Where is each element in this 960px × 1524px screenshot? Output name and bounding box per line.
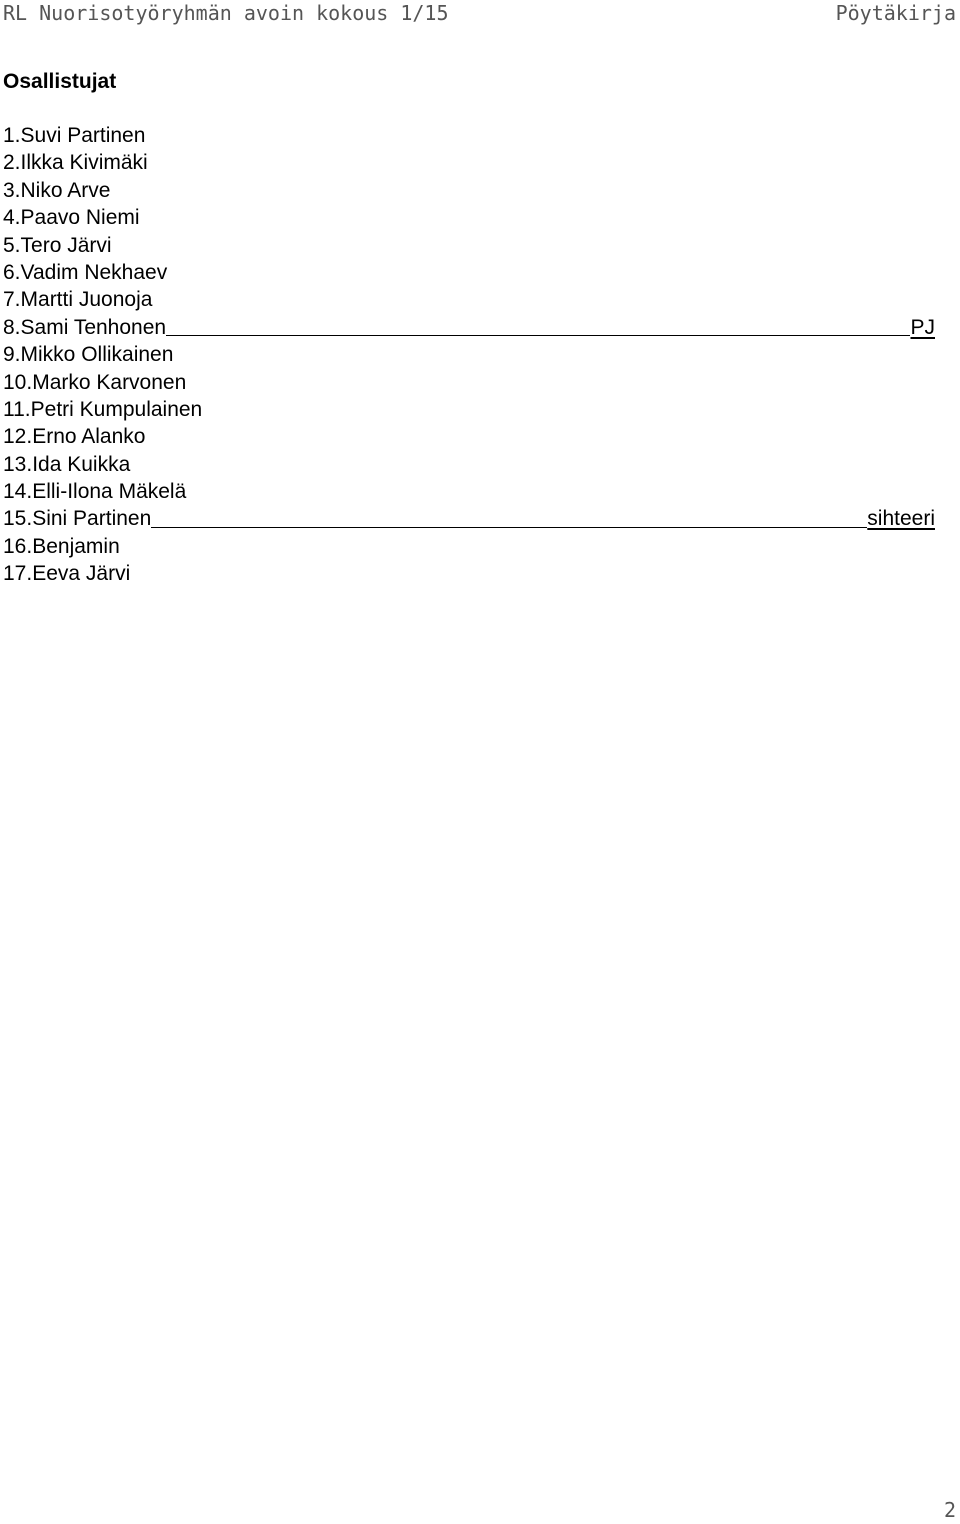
- list-item: [3, 122, 935, 149]
- list-item: [3, 478, 935, 505]
- list-item: [3, 286, 935, 313]
- participant-name: Sami Tenhonen: [20, 315, 167, 339]
- list-item: [3, 232, 935, 259]
- participant-name: Suvi Partinen: [20, 124, 146, 147]
- list-item: [3, 149, 935, 176]
- participant-name: Sini Partinen: [32, 507, 152, 531]
- item-number: 4.: [3, 206, 21, 230]
- participant-name: Mikko Ollikainen: [20, 343, 174, 367]
- page-number: 2: [943, 1498, 956, 1522]
- participant-name: Niko Arve: [20, 178, 111, 202]
- list-item: [3, 451, 935, 478]
- participant-name: Paavo Niemi: [20, 206, 140, 230]
- section-title: Osallistujat: [3, 70, 117, 93]
- list-item: [3, 259, 935, 286]
- item-number: 10.: [3, 370, 33, 394]
- document-type: Pöytäkirja: [835, 1, 956, 25]
- participant-name: Benjamin: [32, 534, 120, 558]
- item-number: 17.: [3, 562, 33, 586]
- participant-name: Martti Juonoja: [20, 288, 153, 312]
- list-item: [3, 505, 935, 532]
- item-number: 3.: [3, 178, 21, 202]
- item-number: 14.: [3, 480, 33, 504]
- item-number: 8.: [3, 315, 21, 339]
- participant-role-chair: PJ: [910, 315, 935, 339]
- page-header: [0, 0, 960, 26]
- participant-list: [3, 122, 935, 588]
- list-item: [3, 204, 935, 231]
- meeting-title: RL Nuorisotyöryhmän avoin kokous 1/15: [3, 1, 449, 25]
- item-number: 11.: [3, 397, 31, 421]
- list-item: [3, 341, 935, 368]
- item-number: 15.: [3, 507, 33, 531]
- participant-role-secretary: sihteeri: [867, 507, 935, 531]
- participant-name: Marko Karvonen: [32, 370, 187, 394]
- list-item: [3, 423, 935, 450]
- participant-name: Ilkka Kivimäki: [20, 151, 148, 175]
- list-item: [3, 314, 935, 341]
- list-item: [3, 369, 935, 396]
- list-item: [3, 560, 935, 587]
- item-number: 12.: [3, 425, 33, 449]
- signature-line: [166, 317, 910, 336]
- participant-name: Vadim Nekhaev: [20, 260, 168, 284]
- list-item: [3, 177, 935, 204]
- item-number: 5.: [3, 233, 21, 257]
- item-number: 1.: [3, 124, 21, 147]
- participant-name: Eeva Järvi: [32, 562, 131, 586]
- participant-name: Ida Kuikka: [32, 452, 131, 476]
- item-number: 6.: [3, 260, 21, 284]
- participant-name: Tero Järvi: [20, 233, 112, 257]
- item-number: 16.: [3, 534, 33, 558]
- item-number: 9.: [3, 343, 21, 367]
- list-item: [3, 533, 935, 560]
- participant-name: Petri Kumpulainen: [30, 397, 203, 421]
- signature-line: [151, 509, 867, 528]
- item-number: 13.: [3, 452, 33, 476]
- item-number: 7.: [3, 288, 21, 312]
- participant-name: Erno Alanko: [32, 425, 146, 449]
- list-item: [3, 396, 935, 423]
- participant-name: Elli-Ilona Mäkelä: [32, 480, 187, 504]
- item-number: 2.: [3, 151, 21, 175]
